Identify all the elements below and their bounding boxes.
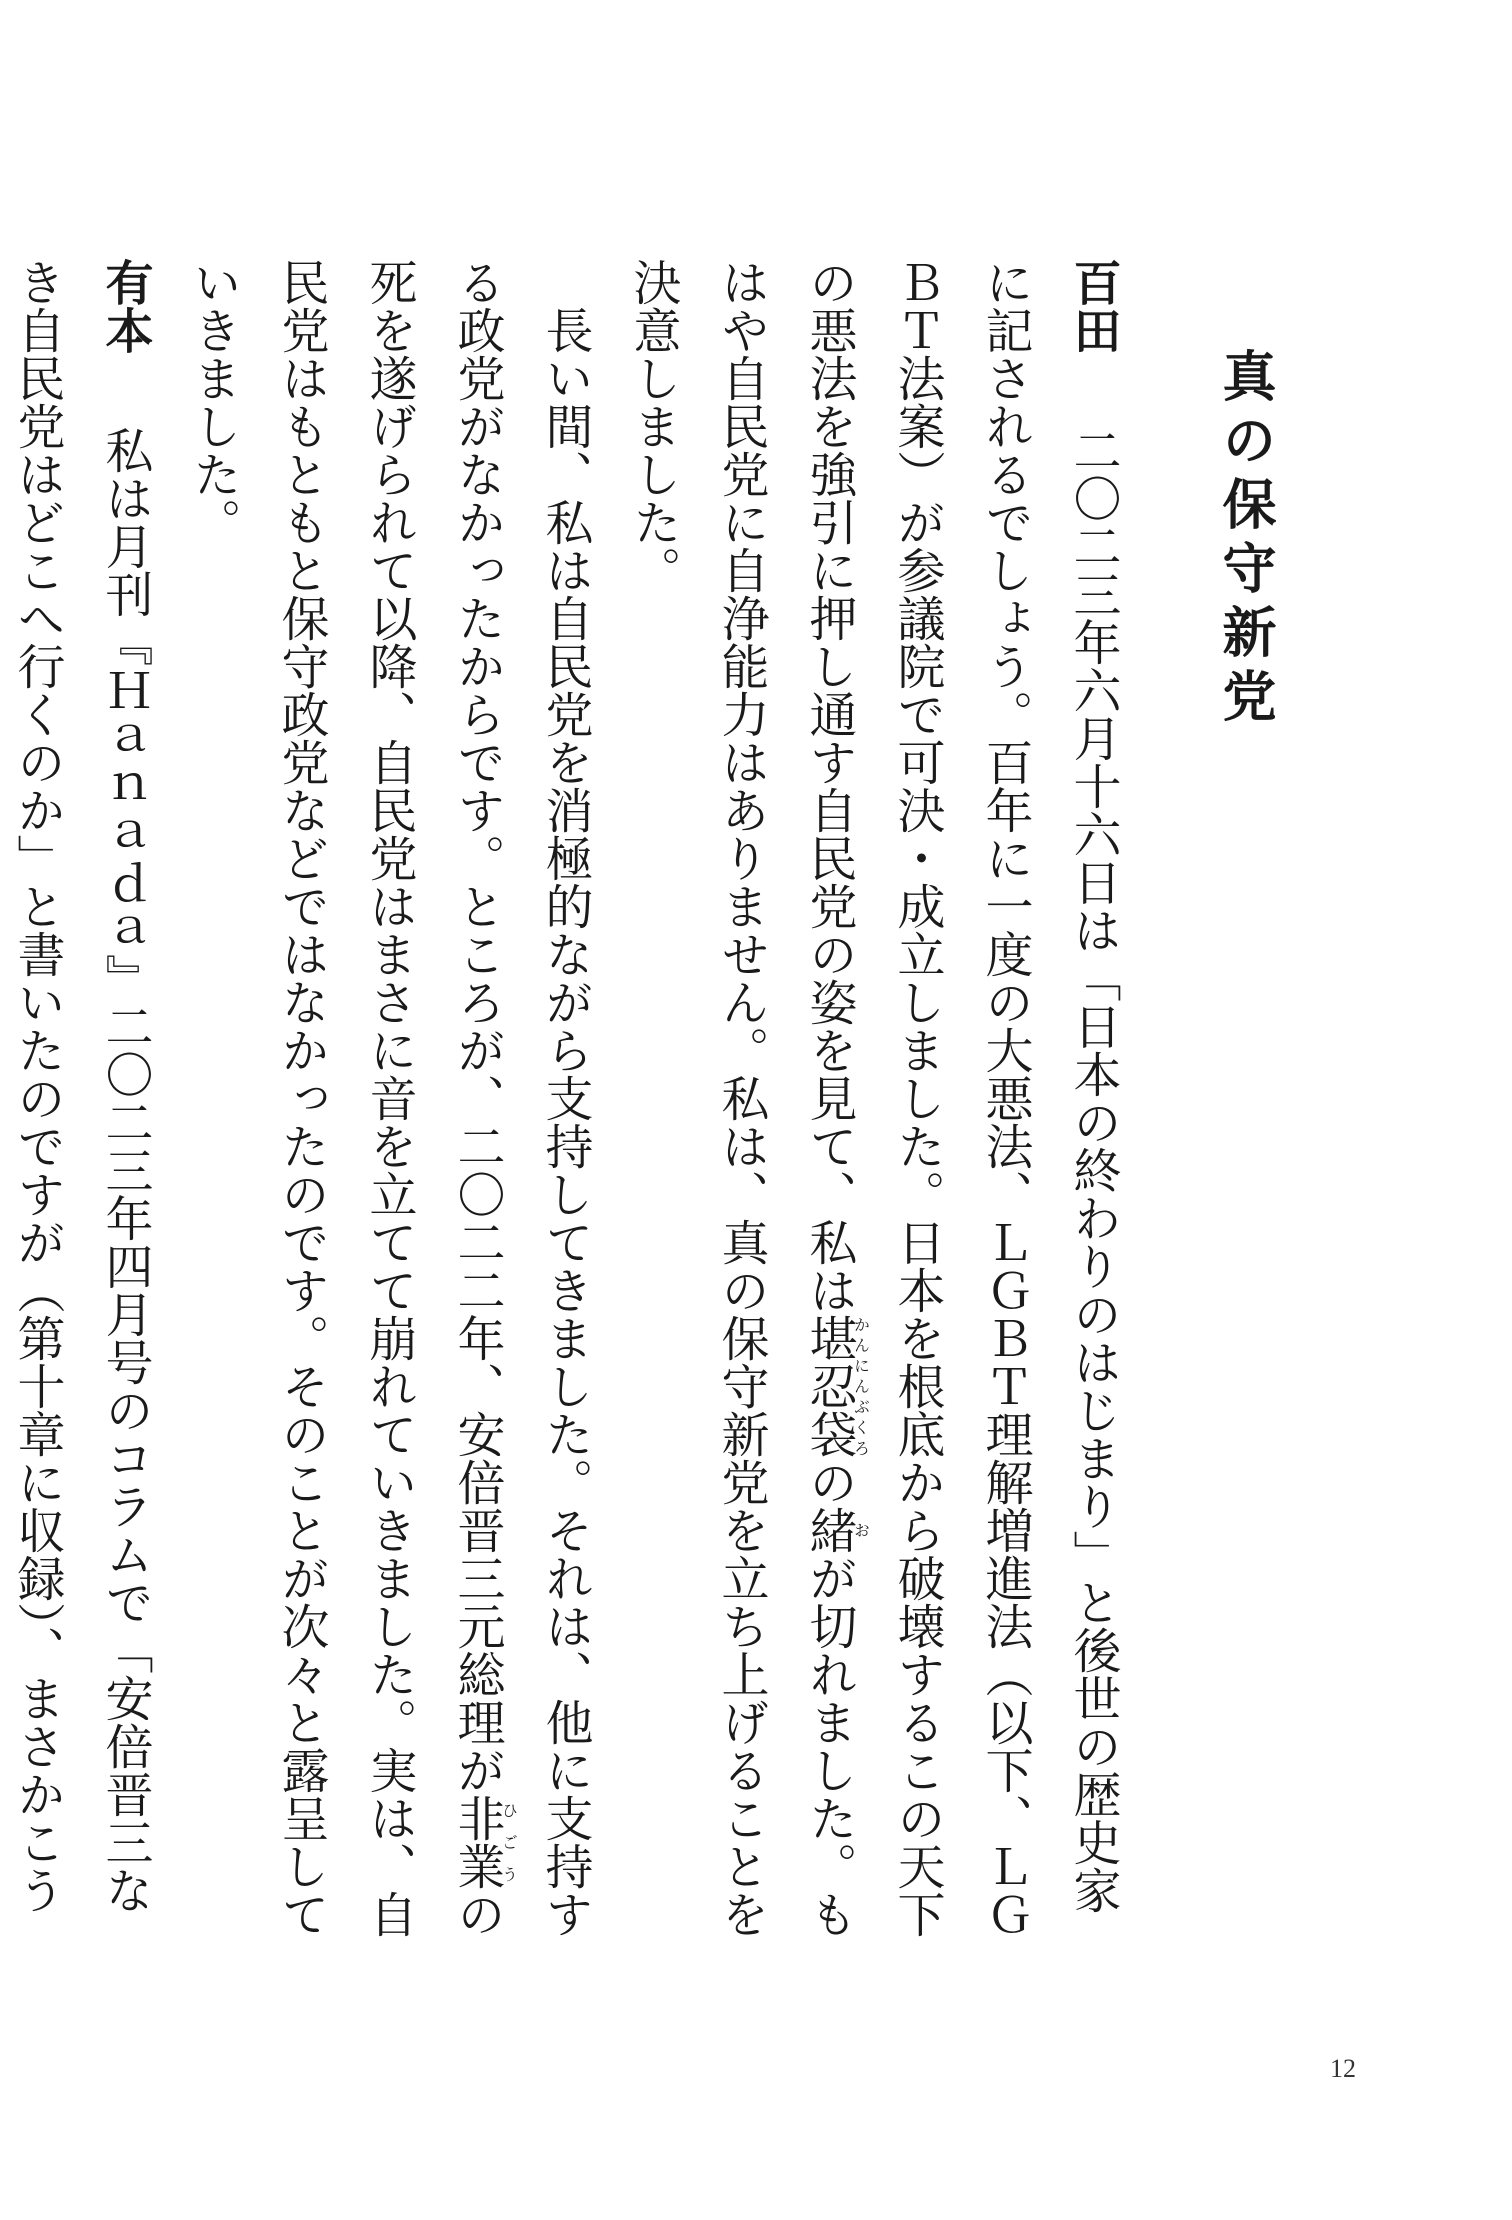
page-number: 12 (1330, 2054, 1356, 2083)
text-run: 長い間、私は自民党を消極的ながら支持してきました。それは、他に支持する政党がなかったからです。ところが、二〇二二年、安倍晋三元総理が (449, 258, 593, 1938)
section-title: 真の保守新党 (1214, 348, 1277, 732)
ruby-reading: ひごう (499, 1794, 519, 1890)
ruby-word (801, 1314, 871, 1458)
ruby-word (801, 1506, 871, 1554)
speaker-label: 百田 (1065, 258, 1121, 354)
ruby-word (449, 1794, 519, 1890)
text-run: 二〇二三年六月十六日は「日本の終わりのはじまり」と後世の歴史家に記されるでしょう。百年に一度の大悪法、ＬＧＢＴ理解増進法（以下、ＬＧＢＴ法案）が参議院で可決・成立しました。日本を根底から破壊するこの天下の悪法を強引に押し通す自民党の姿を見て、私は (801, 258, 1121, 1938)
ruby-reading: お (851, 1506, 871, 1554)
text-run: 私は月刊『Ｈａｎａｄａ』二〇二三年四月号のコラムで「安倍晋三なき自民党はどこへ行くのか」と書いたのですが（第十章に収録）、まさかこう (9, 258, 153, 1914)
text-run: の (801, 1458, 857, 1506)
paragraph (169, 258, 609, 1958)
ruby-base: 緒 (801, 1506, 857, 1554)
text-run: が切れました。もはや自民党に自浄能力はありません。私は、真の保守新党を立ち上げることを決意しました。 (625, 258, 857, 1938)
paragraph (0, 258, 169, 1958)
ruby-reading: かんにんぶくろ (851, 1314, 871, 1458)
vertical-text-body (0, 258, 1289, 1958)
text-run: の死を遂げられて以降、自民党はまさに音を立てて崩れていきました。実は、自民党はもともと保守政党などではなかったのです。そのことが次々と露呈していきました。 (185, 258, 505, 1938)
paragraph (609, 258, 1137, 1958)
speaker-label: 有本 (97, 258, 153, 354)
ruby-base: 堪忍袋 (801, 1314, 857, 1458)
ruby-base: 非業 (449, 1794, 505, 1890)
